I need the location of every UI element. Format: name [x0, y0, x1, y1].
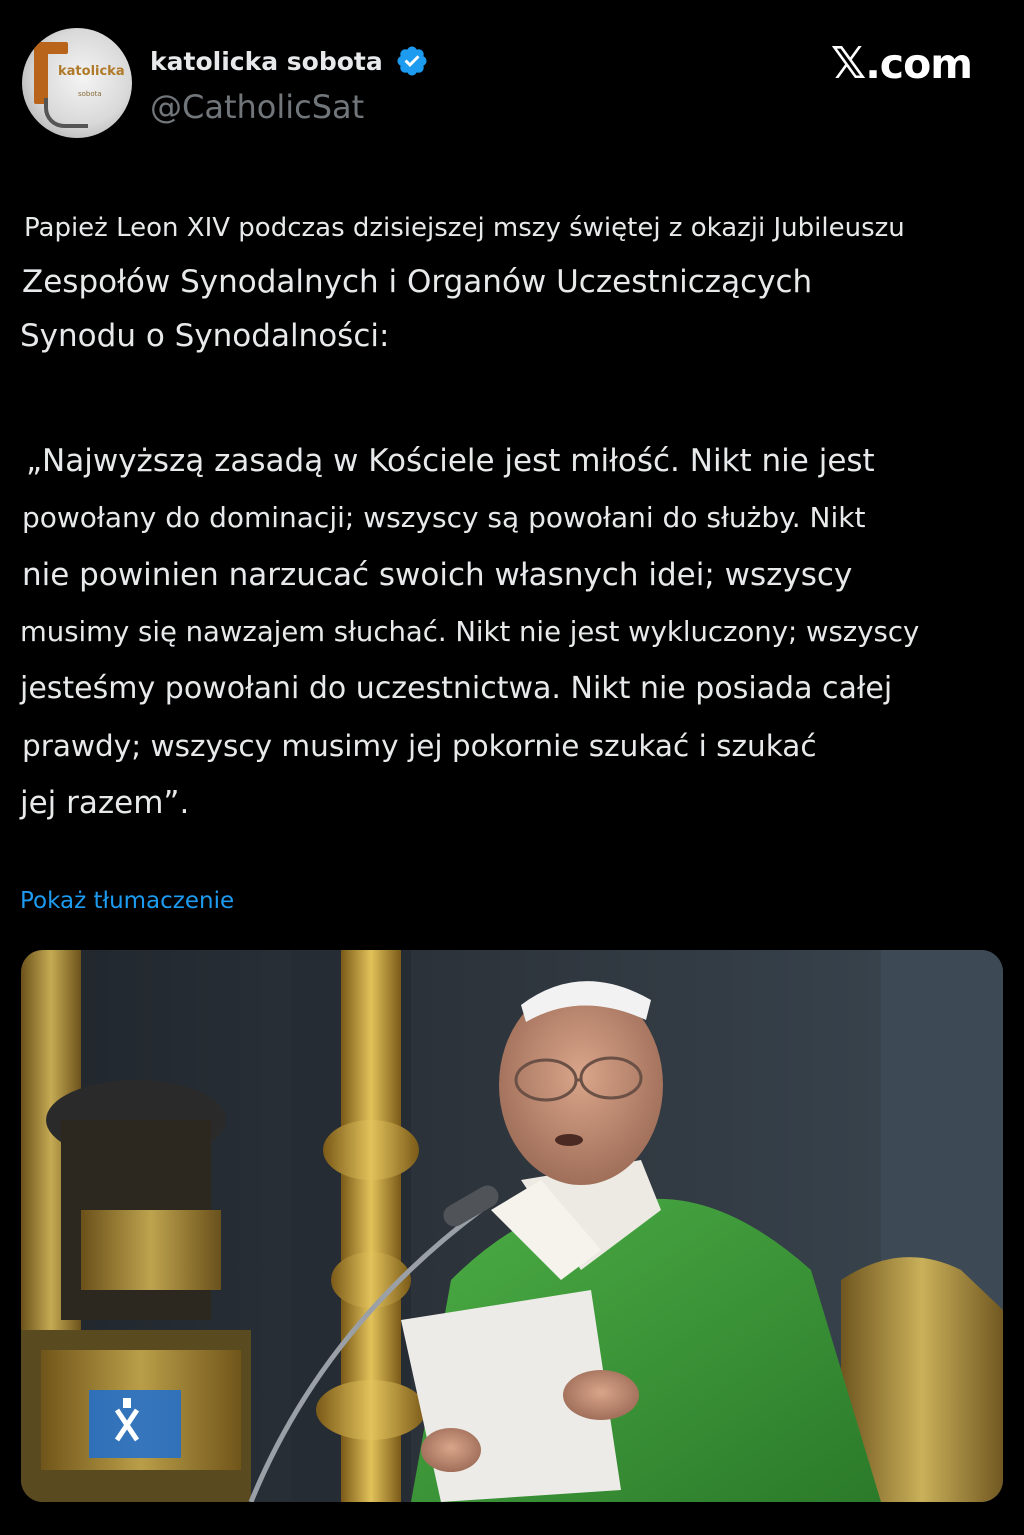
site-logo: [831, 38, 972, 89]
name-row: [150, 44, 429, 78]
tweet-line: Synodu o Synodalności:: [20, 318, 390, 354]
tweet-photo[interactable]: [21, 950, 1003, 1502]
tweet-line: Papież Leon XIV podczas dzisiejszej mszy świętej z okazji Jubileuszu: [24, 213, 905, 243]
satellite-stand-icon: [44, 98, 88, 128]
avatar-logo-subtext: sobota: [78, 90, 102, 98]
photo-illustration: [21, 950, 1003, 1502]
quote-line: prawdy; wszyscy musimy jej pokornie szukać i szukać: [22, 729, 817, 763]
tweet-text: [20, 205, 1000, 832]
avatar[interactable]: [22, 28, 132, 138]
display-name[interactable]: katolicka sobota: [150, 46, 383, 76]
quote-line: nie powinien narzucać swoich własnych idei; wszyscy: [22, 557, 853, 593]
site-suffix: .com: [865, 39, 972, 88]
quote-line: „Najwyższą zasadą w Kościele jest miłość. Nikt nie jest: [26, 443, 875, 479]
quote-line: jej razem”.: [20, 785, 190, 821]
verified-badge-icon: [395, 44, 429, 78]
tweet-line: Zespołów Synodalnych i Organów Uczestniczących: [22, 264, 813, 300]
show-translation-link[interactable]: Pokaż tłumaczenie: [20, 888, 235, 914]
x-logo-icon: 𝕏: [830, 38, 866, 89]
quote-line: powołany do dominacji; wszyscy są powołani do służby. Nikt: [22, 501, 866, 534]
avatar-logo-text: katolicka: [58, 64, 125, 79]
quote-line: musimy się nawzajem słuchać. Nikt nie jest wykluczony; wszyscy: [20, 616, 920, 648]
tweet-header: [0, 0, 1024, 150]
cross-logo-bar: [34, 42, 68, 54]
user-handle[interactable]: @CatholicSat: [150, 88, 365, 126]
quote-line: jesteśmy powołani do uczestnictwa. Nikt nie posiada całej: [20, 671, 893, 706]
vatican-media-logo: [89, 1390, 181, 1458]
